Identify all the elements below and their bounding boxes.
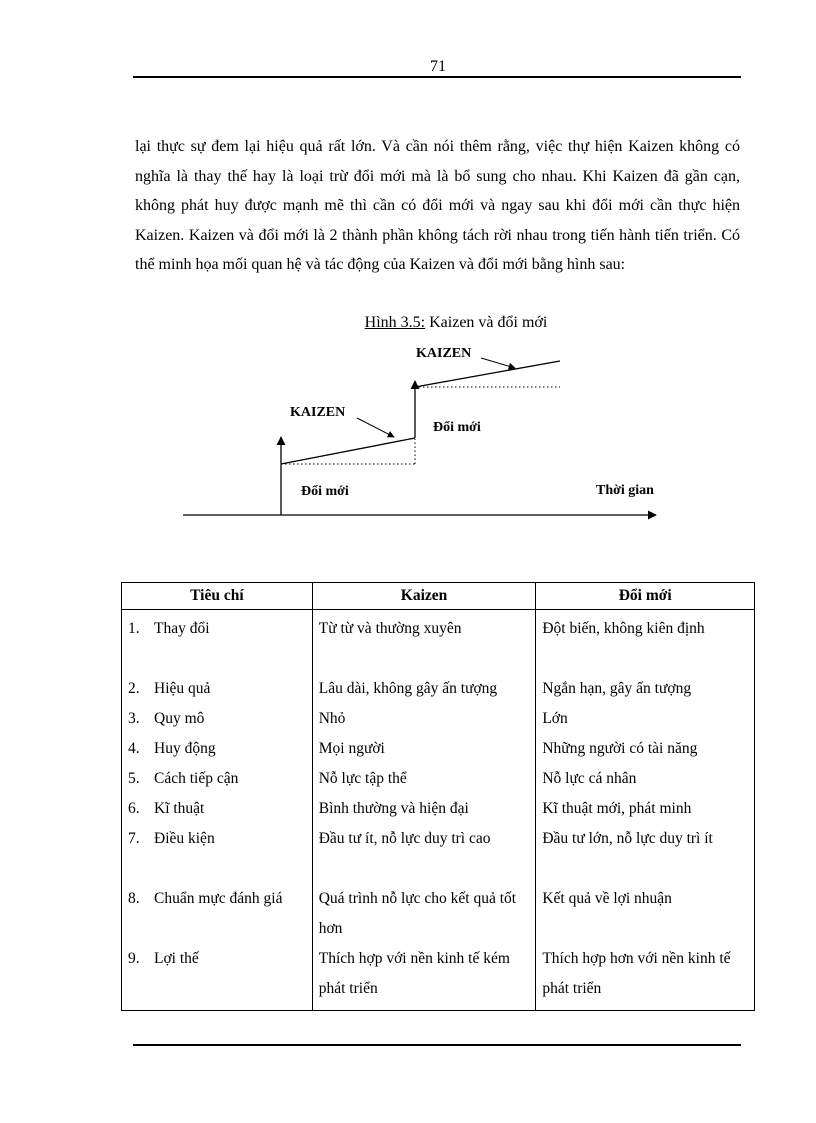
label-time-axis: Thời gian [596,483,654,498]
doi-moi-column: Đột biến, không kiên định Ngắn hạn, gây ấn tượng Lớn Những người có tài năng Nỗ lực cá nhân Kĩ thuật mới, phát minh Đầu tư lớn, nỗ lực duy trì ít Kết quả về lợi nhuận Thích hợp hơn với nền kinh tế phát triển [536,610,755,1011]
label-doi-moi-bottom: Đổi mới [301,484,349,499]
table-header-row [122,583,755,610]
criterion-item: 5. Cách tiếp cận [128,770,239,787]
header-criterion: Tiêu chí [122,583,313,610]
header-rule [133,76,741,78]
criterion-item: 9. Lợi thế [128,950,199,967]
page-number: 71 [430,58,446,75]
kaizen-pointer-left [357,418,394,437]
criterion-item: 3. Quy mô [128,710,205,727]
table-body-row [122,610,755,1011]
figure-number: Hình 3.5: [364,314,426,331]
label-kaizen-left: KAIZEN [290,405,346,420]
footer-rule [133,1044,741,1046]
label-kaizen-top: KAIZEN [416,346,472,361]
criterion-item: 7. Điều kiện [128,830,215,847]
criterion-item: 8. Chuẩn mực đánh giá [128,890,283,907]
label-doi-moi-middle: Đổi mới [433,420,481,435]
figure-title: Kaizen và đổi mới [425,314,548,331]
header-doi-moi: Đổi mới [536,583,755,610]
comparison-table [121,582,755,1011]
body-paragraph: lại thực sự đem lại hiệu quả rất lớn. Và cần nói thêm rằng, việc thự hiện Kaizen không có nghĩa là thay thế hay là loại trừ đổi mới mà là bổ sung cho nhau. Khi Kaizen đã gần cạn, không phát huy được mạnh mẽ thì cần có đổi mới và ngay sau khi đổi mới cần thực hiện Kaizen. Kaizen và đổi mới là 2 thành phần không tách rời nhau trong tiến hành tiến triển. Có thể minh họa mối quan hệ và tác động của Kaizen và đổi mới bằng hình sau: [135,138,740,274]
kaizen-slope-1 [281,438,415,464]
criterion-item: 6. Kĩ thuật [128,800,205,817]
criterion-item: 1. Thay đổi [128,620,210,637]
figure-caption [0,314,816,332]
criterion-item: 2. Hiệu quả [128,680,211,697]
header-kaizen: Kaizen [312,583,536,610]
criterion-column [122,610,313,1011]
kaizen-column: Từ từ và thường xuyên Lâu dài, không gây ấn tượng Nhỏ Mọi người Nỗ lực tập thể Bình thường và hiện đại Đầu tư ít, nỗ lực duy trì cao Quá trình nỗ lực cho kết quả tốt hơn Thích hợp với nền kinh tế kém phát triển [312,610,536,1011]
kaizen-pointer-top [481,358,515,368]
criterion-item: 4. Huy động [128,740,216,757]
kaizen-diagram [0,0,816,560]
kaizen-slope-2 [415,361,560,387]
